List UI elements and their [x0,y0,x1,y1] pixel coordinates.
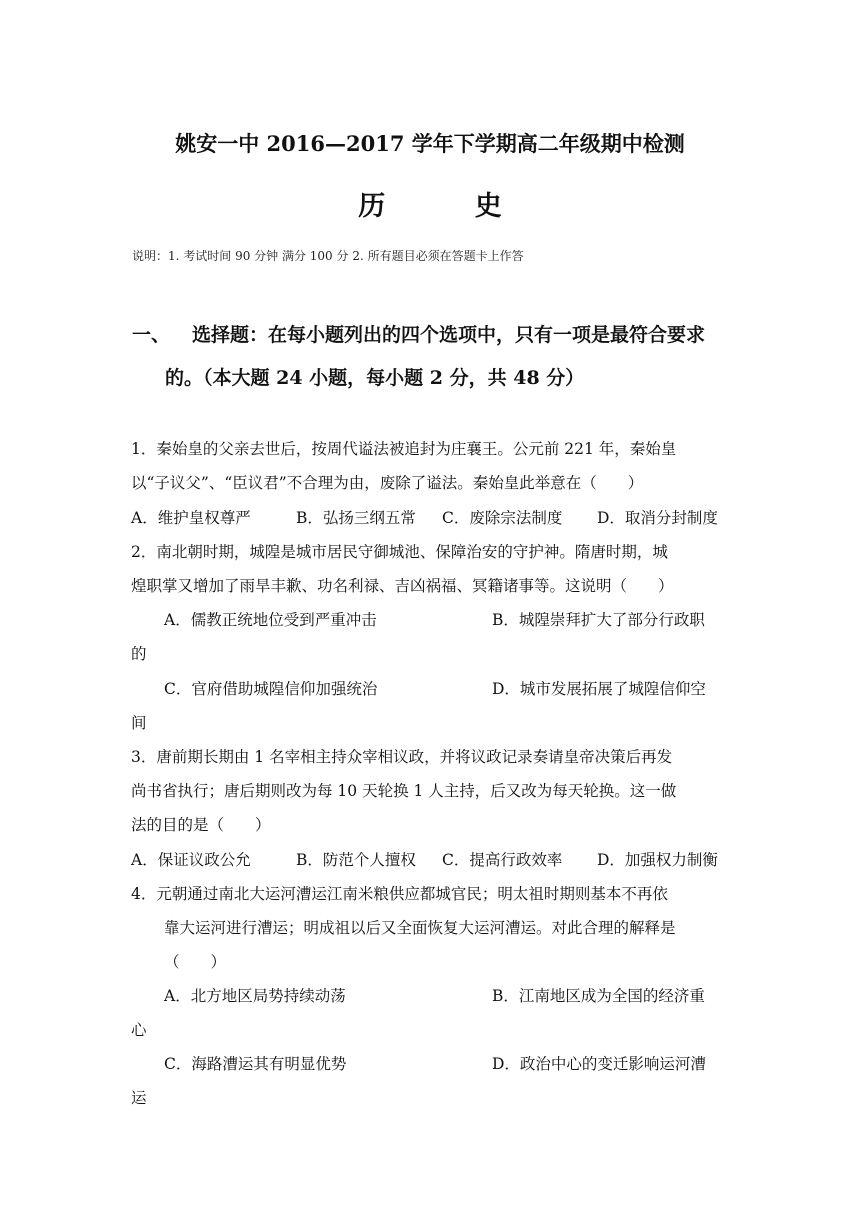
exam-instructions: 说明：1. 考试时间 90 分钟 满分 100 分 2. 所有题目必须在答题卡上作答 [132,249,524,263]
question-4-stem-line3: （ ） [164,953,227,971]
question-3-stem-line3: 法的目的是（ ） [131,816,271,834]
subject-title: 历 史 [358,191,542,222]
question-4-option-d: D．政治中心的变迁影响运河漕 [492,1055,706,1073]
question-1-stem-line2: 以“子议父”、“臣议君”不合理为由，废除了谥法。秦始皇此举意在（ ） [131,474,644,492]
question-1-stem-line1: 1．秦始皇的父亲去世后，按周代谥法被追封为庄襄王。公元前 221 年，秦始皇 [131,440,677,458]
question-1-option-d: D．取消分封制度 [597,509,718,527]
question-4-option-a: A．北方地区局势持续动荡 [164,987,346,1005]
question-2-stem-line1: 2．南北朝时期，城隍是城市居民守御城池、保障治安的守护神。隋唐时期，城 [131,543,668,561]
question-2-option-c: C．官府借助城隍信仰加强统治 [164,680,378,698]
question-1-option-b: B．弘扬三纲五常 [296,509,416,527]
section-heading-line1: 选择题：在每小题列出的四个选项中，只有一项是最符合要求 [192,324,706,346]
question-1-option-a: A．维护皇权尊严 [131,509,251,527]
question-2-option-d-continued: 间 [131,714,147,732]
question-4-option-b: B．江南地区成为全国的经济重 [492,987,705,1005]
question-2-option-b: B．城隍崇拜扩大了部分行政职 [492,611,705,629]
section-heading-line2: 的。（本大题 24 小题，每小题 2 分，共 48 分） [165,367,585,389]
question-2-option-a: A．儒教正统地位受到严重冲击 [164,611,377,629]
question-1-option-c: C．废除宗法制度 [442,509,563,527]
question-4-stem-line1: 4．元朝通过南北大运河漕运江南米粮供应都城官民；明太祖时期则基本不再依 [131,885,668,903]
question-2-stem-line2: 煌职掌又增加了雨旱丰歉、功名利禄、吉凶祸福、冥籍诸事等。这说明（ ） [131,577,674,595]
question-3-option-a: A．保证议政公允 [131,851,251,869]
question-3-option-d: D．加强权力制衡 [597,851,718,869]
question-3-stem-line1: 3．唐前期长期由 1 名宰相主持众宰相议政，并将议政记录奏请皇帝决策后再发 [131,748,673,766]
question-3-option-b: B．防范个人擅权 [296,851,416,869]
question-4-stem-line2: 靠大运河进行漕运；明成祖以后又全面恢复大运河漕运。对此合理的解释是 [164,919,676,937]
question-3-stem-line2: 尚书省执行；唐后期则改为每 10 天轮换 1 人主持，后又改为每天轮换。这一做 [131,782,677,800]
section-number: 一、 [132,324,171,346]
question-4-option-b-continued: 心 [131,1021,147,1039]
page-title: 姚安一中 2016—2017 学年下学期高二年级期中检测 [175,131,685,156]
question-2-option-d: D．城市发展拓展了城隍信仰空 [492,680,706,698]
question-3-option-c: C．提高行政效率 [442,851,563,869]
question-4-option-c: C．海路漕运其有明显优势 [164,1055,347,1073]
question-2-option-b-continued: 的 [131,645,147,663]
question-4-option-d-continued: 运 [131,1089,147,1107]
